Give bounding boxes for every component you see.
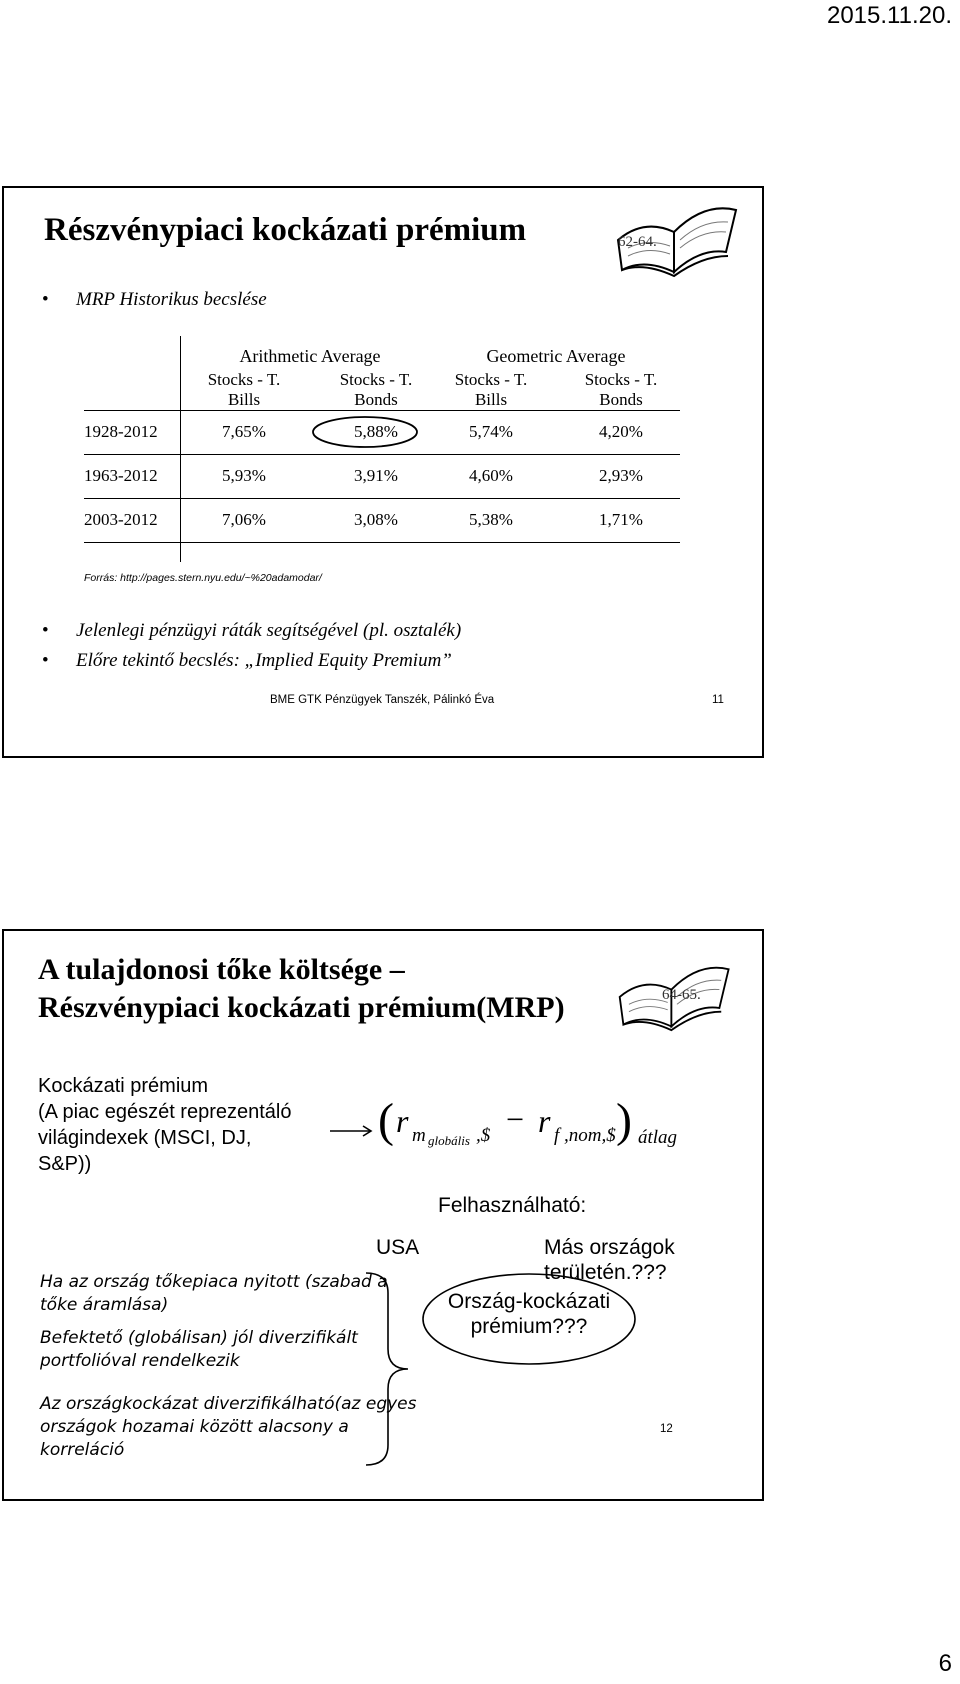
- slide-number: 11: [712, 694, 724, 706]
- country-risk-line: Ország-kockázati: [447, 1290, 611, 1313]
- page-number: 6: [938, 1650, 952, 1677]
- table-cell: 2,93%: [599, 466, 643, 485]
- usable-label: Felhasználható:: [438, 1194, 587, 1217]
- formula-r-free: r: [538, 1103, 551, 1139]
- column-header-line: Stocks - T.: [454, 370, 528, 389]
- slide-title-line: Részvénypiaci kockázati prémium(MRP): [38, 991, 565, 1024]
- book-page-reference: 62-64.: [618, 234, 657, 250]
- condition-line: korreláció: [40, 1440, 125, 1460]
- formula-sub-f: f: [554, 1125, 560, 1146]
- formula-paren-close: ): [616, 1094, 632, 1147]
- row-period: 1963-2012: [84, 466, 158, 485]
- group-header-geometric: Geometric Average: [486, 346, 626, 366]
- table-cell: 7,06%: [222, 510, 266, 529]
- formula-r-market: r: [396, 1103, 409, 1139]
- other-countries-line: Más országok: [544, 1236, 675, 1259]
- formula-minus: −: [506, 1101, 525, 1137]
- slide-title: [38, 951, 565, 1027]
- row-period: 1928-2012: [84, 422, 158, 441]
- condition-line: Az országkockázat diverzifikálható(az egyes: [40, 1394, 417, 1414]
- bullet-implied-premium: • Előre tekintő becslés: „Implied Equity Premium”: [76, 650, 452, 672]
- condition-line: portfolióval rendelkezik: [40, 1351, 240, 1371]
- usa-label: USA: [376, 1236, 420, 1259]
- column-header-line: Stocks - T.: [584, 370, 658, 389]
- slide-11: [2, 186, 764, 758]
- book-page-reference: 64-65.: [662, 987, 701, 1003]
- row-period: 2003-2012: [84, 510, 158, 529]
- condition-open-market: [40, 1271, 388, 1317]
- formula-sub-nom: ,nom,$: [564, 1125, 616, 1146]
- formula-sub-m: m: [412, 1125, 426, 1146]
- country-risk-label: [420, 1289, 638, 1339]
- print-date: 2015.11.20.: [826, 2, 952, 29]
- slide-title: Részvénypiaci kockázati prémium: [44, 212, 527, 248]
- table-cell: 3,91%: [354, 466, 398, 485]
- column-header-line: Bills: [474, 390, 508, 409]
- slide-number: 12: [660, 1423, 673, 1435]
- highlight-circle: [310, 414, 420, 450]
- table-cell: 4,20%: [599, 422, 643, 441]
- column-header: [556, 370, 686, 410]
- slide-footer: BME GTK Pénzügyek Tanszék, Pálinkó Éva: [270, 694, 495, 706]
- table-cell: 3,08%: [354, 510, 398, 529]
- column-header: [184, 370, 304, 410]
- column-header-line: Stocks - T.: [207, 370, 281, 389]
- mrp-formula: [378, 1094, 678, 1159]
- table-cell: 7,65%: [222, 422, 266, 441]
- formula-paren-open: (: [378, 1094, 394, 1147]
- condition-line: Ha az ország tőkepiaca nyitott (szabad a: [40, 1272, 388, 1292]
- source-note: Forrás: http://pages.stern.nyu.edu/~%20adamodar/: [84, 572, 322, 584]
- column-header: [426, 370, 556, 410]
- column-header-line: Bonds: [354, 390, 398, 409]
- risk-premium-line: S&P)): [38, 1153, 92, 1175]
- table-cell: 1,71%: [599, 510, 643, 529]
- formula-sub-average: átlag: [638, 1127, 678, 1148]
- column-header-line: Bills: [227, 390, 261, 409]
- risk-premium-line: világindexek (MSCI, DJ,: [38, 1127, 252, 1149]
- bullet-current-ratios: • Jelenlegi pénzügyi ráták segítségével (pl. osztalék): [76, 620, 461, 642]
- slide-title-line: A tulajdonosi tőke költsége –: [38, 953, 405, 986]
- bullet-historical: • MRP Historikus becslése: [76, 289, 267, 311]
- column-header: [306, 370, 446, 410]
- table-cell-highlighted: 5,88%: [354, 422, 398, 441]
- table-cell: 4,60%: [469, 466, 513, 485]
- column-header-line: Stocks - T.: [339, 370, 413, 389]
- group-header-arithmetic: Arithmetic Average: [239, 346, 381, 366]
- table-cell: 5,74%: [469, 422, 513, 441]
- risk-premium-line: (A piac egészét reprezentáló: [38, 1101, 292, 1123]
- formula-sub-dollar: ,$: [476, 1125, 491, 1146]
- table-cell: 5,38%: [469, 510, 513, 529]
- condition-line: Befektető (globálisan) jól diverzifikált: [40, 1328, 358, 1348]
- column-header-line: Bonds: [599, 390, 643, 409]
- condition-diversified-investor: [40, 1327, 358, 1373]
- country-risk-line: prémium???: [470, 1315, 588, 1338]
- formula-sub-global: globális: [428, 1133, 470, 1148]
- risk-premium-description: [38, 1073, 292, 1177]
- condition-line: országok hozamai között alacsony a: [40, 1417, 349, 1437]
- condition-line: tőke áramlása): [40, 1295, 169, 1315]
- slide-12: [2, 929, 764, 1501]
- condition-country-risk-diversifiable: [40, 1393, 417, 1462]
- table-cell: 5,93%: [222, 466, 266, 485]
- risk-premium-line: Kockázati prémium: [38, 1075, 209, 1097]
- arrow-right-icon: [330, 1125, 374, 1137]
- other-countries-line: területén.???: [544, 1261, 667, 1284]
